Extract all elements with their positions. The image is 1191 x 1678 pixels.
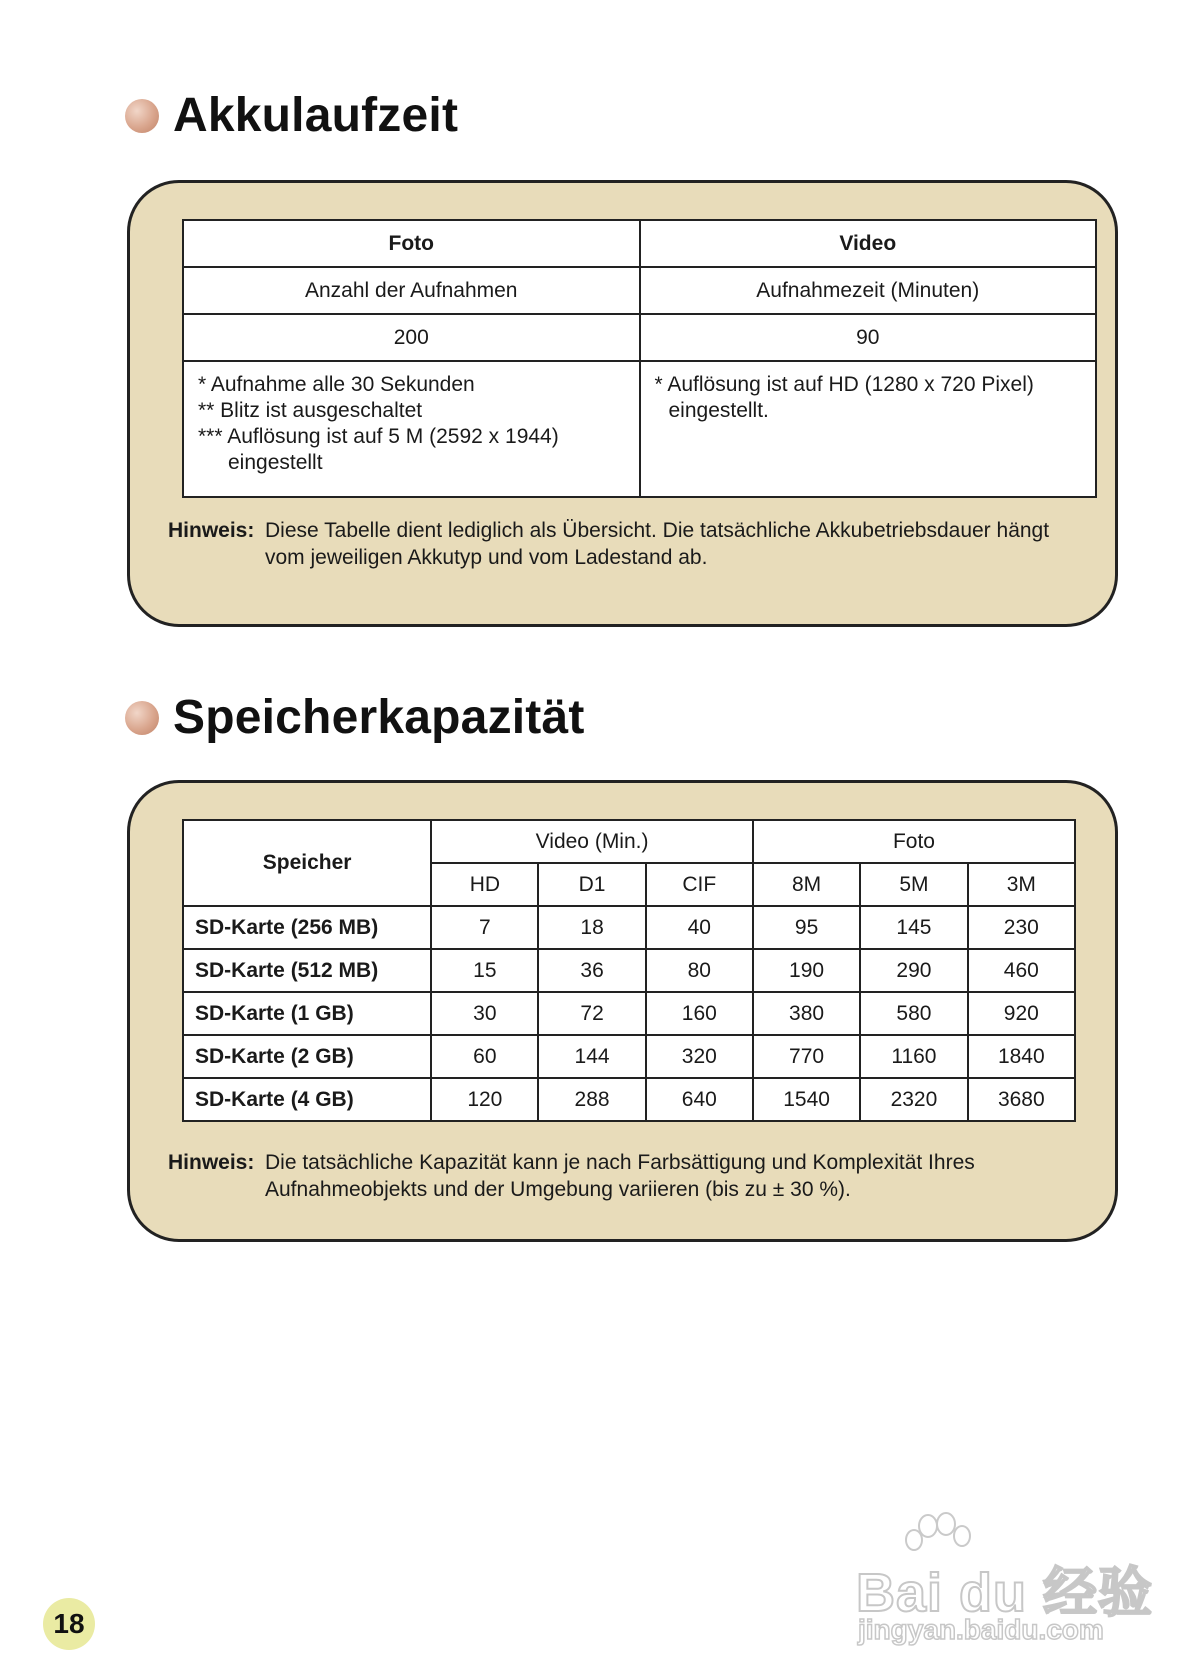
hint-label: Hinweis: xyxy=(168,1151,255,1174)
row-label: SD-Karte (256 MB) xyxy=(183,906,431,949)
subheader-3m: 3M xyxy=(968,863,1075,906)
subheader-5m: 5M xyxy=(860,863,967,906)
table-cell: 18 xyxy=(538,906,645,949)
battery-table xyxy=(182,219,1097,498)
table-cell: 1160 xyxy=(860,1035,967,1078)
table-row xyxy=(183,1035,1075,1078)
note-line: ** Blitz ist ausgeschaltet xyxy=(198,399,423,422)
section-title-battery xyxy=(125,88,458,143)
storage-table xyxy=(182,819,1076,1122)
subheader-cif: CIF xyxy=(646,863,753,906)
section-title-storage xyxy=(125,690,585,745)
table-cell: 120 xyxy=(431,1078,538,1121)
header-video: Video (Min.) xyxy=(431,820,753,863)
table-cell: 320 xyxy=(646,1035,753,1078)
note-line: eingestellt xyxy=(228,451,323,474)
storage-title: Speicherkapazität xyxy=(173,691,585,744)
battery-hint xyxy=(168,517,1068,571)
baidu-watermark xyxy=(856,1512,1154,1652)
table-cell: 160 xyxy=(646,992,753,1035)
table-cell: 3680 xyxy=(968,1078,1075,1121)
hint-text: Die tatsächliche Kapazität kann je nach Farbsättigung und Komplexität Ihres Aufnahmeobjekts und der Umgebung variieren (bis zu ± 30 %). xyxy=(265,1151,975,1201)
table-row xyxy=(183,220,1096,267)
bullet-icon xyxy=(125,99,159,133)
table-row xyxy=(183,267,1096,314)
table-cell: 380 xyxy=(753,992,860,1035)
page-number: 18 xyxy=(43,1598,95,1650)
table-cell: 145 xyxy=(860,906,967,949)
note-line: eingestellt. xyxy=(668,399,769,422)
watermark-logo: Bai du 经验 xyxy=(856,1563,1154,1623)
table-cell: 640 xyxy=(646,1078,753,1121)
table-cell: 920 xyxy=(968,992,1075,1035)
storage-hint xyxy=(168,1149,1068,1203)
row-label: SD-Karte (4 GB) xyxy=(183,1078,431,1121)
foto-unit: Anzahl der Aufnahmen xyxy=(183,267,640,314)
table-cell: 2320 xyxy=(860,1078,967,1121)
table-row xyxy=(183,314,1096,361)
row-label: SD-Karte (2 GB) xyxy=(183,1035,431,1078)
note-line: * Auflösung ist auf HD (1280 x 720 Pixel) xyxy=(654,373,1034,396)
table-cell: 580 xyxy=(860,992,967,1035)
bullet-icon xyxy=(125,701,159,735)
table-cell: 288 xyxy=(538,1078,645,1121)
table-row xyxy=(183,906,1075,949)
subheader-hd: HD xyxy=(431,863,538,906)
table-row xyxy=(183,992,1075,1035)
note-line: * Aufnahme alle 30 Sekunden xyxy=(198,373,475,396)
watermark-url: jingyan.baidu.com xyxy=(858,1614,1104,1645)
table-cell: 1540 xyxy=(753,1078,860,1121)
table-cell: 770 xyxy=(753,1035,860,1078)
table-cell: 290 xyxy=(860,949,967,992)
table-cell: 15 xyxy=(431,949,538,992)
table-cell: 190 xyxy=(753,949,860,992)
table-cell: 72 xyxy=(538,992,645,1035)
hint-label: Hinweis: xyxy=(168,519,255,542)
table-cell: 80 xyxy=(646,949,753,992)
table-row xyxy=(183,820,1075,863)
video-notes xyxy=(640,361,1097,497)
battery-title: Akkulaufzeit xyxy=(173,89,459,142)
table-cell: 40 xyxy=(646,906,753,949)
subheader-8m: 8M xyxy=(753,863,860,906)
table-cell: 30 xyxy=(431,992,538,1035)
foto-value: 200 xyxy=(183,314,640,361)
table-cell: 460 xyxy=(968,949,1075,992)
table-cell: 230 xyxy=(968,906,1075,949)
row-label: SD-Karte (512 MB) xyxy=(183,949,431,992)
battery-panel xyxy=(127,180,1118,627)
row-label: SD-Karte (1 GB) xyxy=(183,992,431,1035)
table-cell: 60 xyxy=(431,1035,538,1078)
foto-notes xyxy=(183,361,640,497)
table-cell: 95 xyxy=(753,906,860,949)
table-row xyxy=(183,1078,1075,1121)
note-line: *** Auflösung ist auf 5 M (2592 x 1944) xyxy=(198,425,559,448)
table-cell: 36 xyxy=(538,949,645,992)
header-memory: Speicher xyxy=(183,820,431,906)
table-cell: 7 xyxy=(431,906,538,949)
table-cell: 144 xyxy=(538,1035,645,1078)
hint-text: Diese Tabelle dient lediglich als Übersicht. Die tatsächliche Akkubetriebsdauer hängt vom jeweiligen Akkutyp und vom Ladestand ab. xyxy=(265,519,1050,569)
video-value: 90 xyxy=(640,314,1097,361)
header-foto: Foto xyxy=(183,220,640,267)
table-cell: 1840 xyxy=(968,1035,1075,1078)
video-unit: Aufnahmezeit (Minuten) xyxy=(640,267,1097,314)
storage-panel xyxy=(127,780,1118,1242)
header-foto: Foto xyxy=(753,820,1075,863)
table-row xyxy=(183,361,1096,497)
header-video: Video xyxy=(640,220,1097,267)
subheader-d1: D1 xyxy=(538,863,645,906)
table-row xyxy=(183,949,1075,992)
